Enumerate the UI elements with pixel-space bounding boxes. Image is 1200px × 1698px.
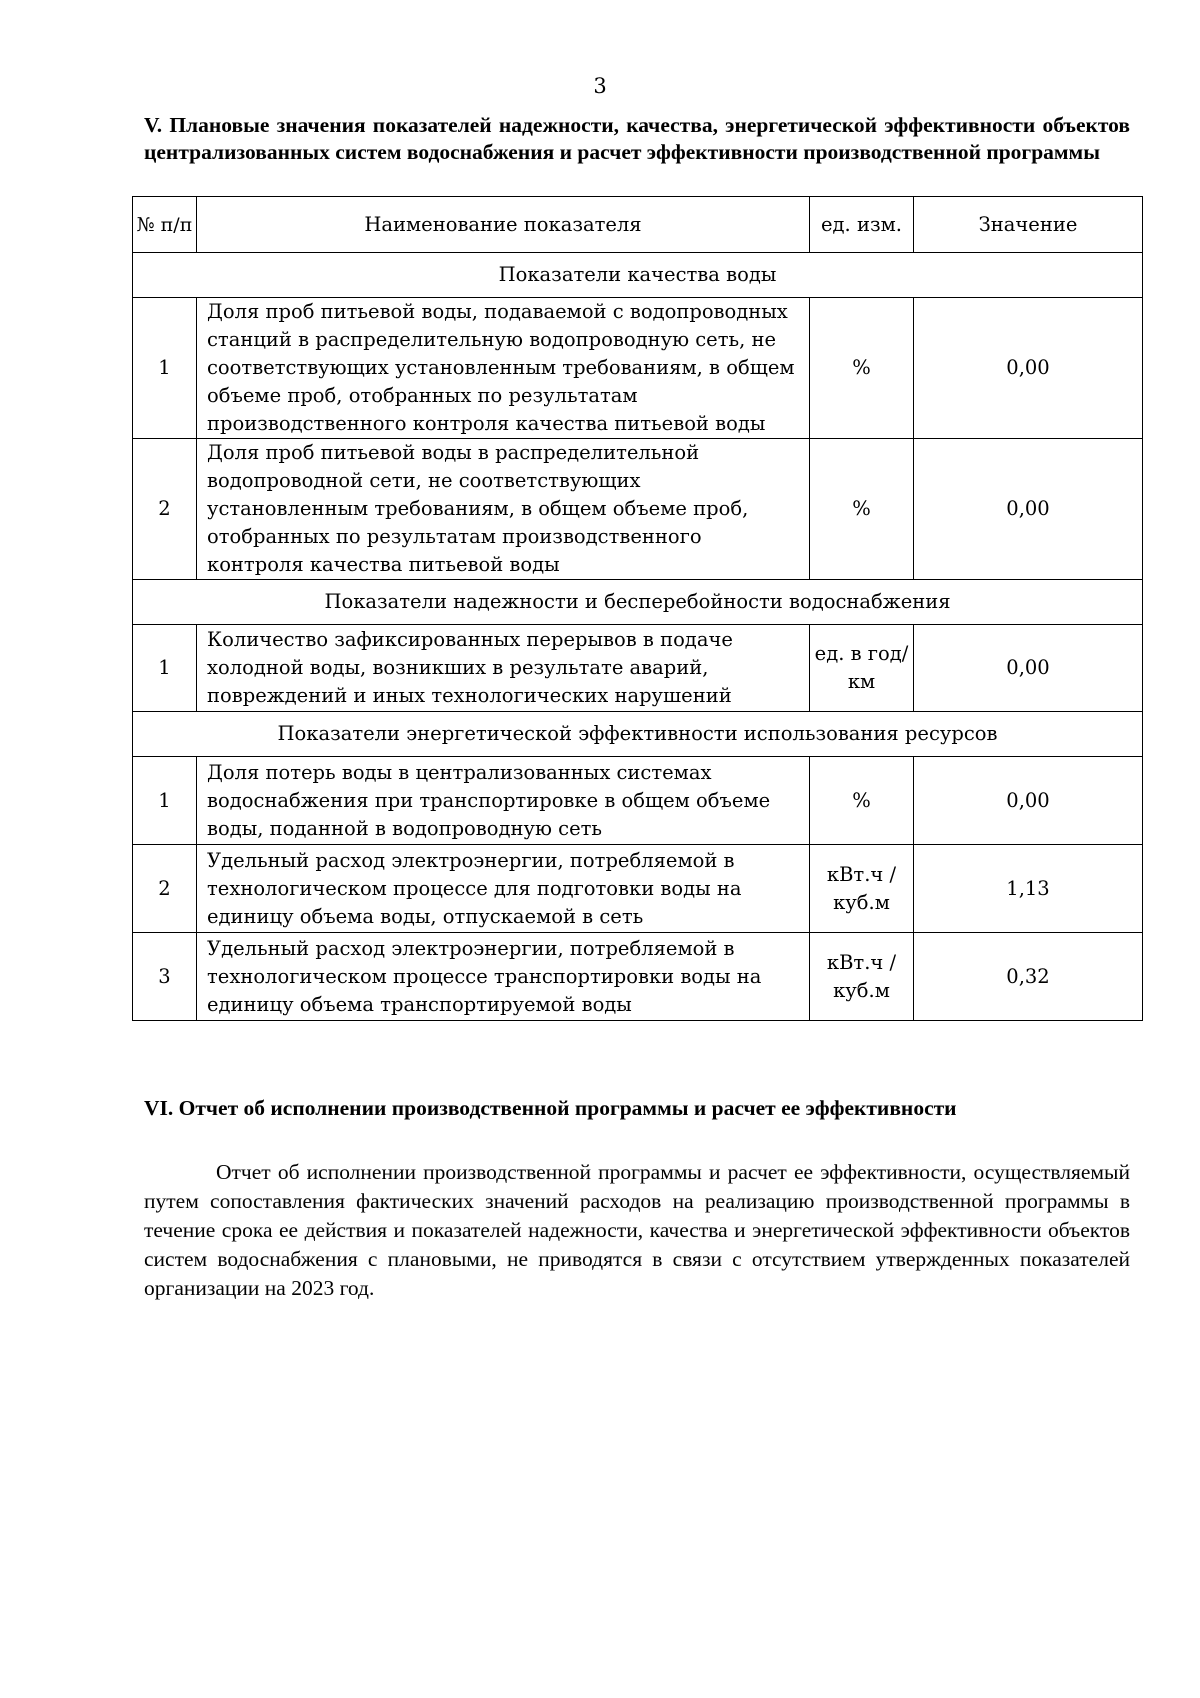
table-row (133, 439, 1143, 580)
row-num: 1 (133, 625, 197, 712)
row-name: Удельный расход электроэнергии, потребляемой в технологическом процессе транспортировки воды на единицу объема транспортируемой воды (197, 933, 810, 1021)
row-num: 1 (133, 757, 197, 845)
header-name: Наименование показателя (197, 197, 810, 253)
group-title: Показатели надежности и бесперебойности водоснабжения (133, 580, 1143, 625)
row-value: 0,32 (914, 933, 1143, 1021)
page-number: 3 (593, 74, 607, 98)
row-unit: % (810, 298, 914, 439)
table-row (133, 933, 1143, 1021)
row-num: 1 (133, 298, 197, 439)
row-num: 2 (133, 845, 197, 933)
row-name: Доля проб питьевой воды в распределительной водопроводной сети, не соответствующих установленным требованиям, в общем объеме проб, отобранных по результатам производственного контроля качества питьевой воды (197, 439, 810, 580)
group-row-water-quality (133, 253, 1143, 298)
row-name: Доля потерь воды в централизованных системах водоснабжения при транспортировке в общем объеме воды, поданной в водопроводную сеть (197, 757, 810, 845)
row-name: Удельный расход электроэнергии, потребляемой в технологическом процессе для подготовки воды на единицу объема воды, отпускаемой в сеть (197, 845, 810, 933)
header-num: № п/п (133, 197, 197, 253)
row-unit: кВт.ч / куб.м (810, 933, 914, 1021)
row-name: Количество зафиксированных перерывов в подаче холодной воды, возникших в результате аварий, повреждений и иных технологических нарушений (197, 625, 810, 712)
table-row (133, 845, 1143, 933)
indicators-table (132, 196, 1143, 1021)
header-value: Значение (914, 197, 1143, 253)
row-value: 0,00 (914, 298, 1143, 439)
row-value: 0,00 (914, 439, 1143, 580)
table-row (133, 757, 1143, 845)
row-name: Доля проб питьевой воды, подаваемой с водопроводных станций в распределительную водопроводную сеть, не соответствующих установленным требованиям, в общем объеме проб, отобранных по результатам производственного контроля качества питьевой воды (197, 298, 810, 439)
row-value: 0,00 (914, 757, 1143, 845)
table-header-row (133, 197, 1143, 253)
group-title: Показатели энергетической эффективности использования ресурсов (133, 712, 1143, 757)
row-unit: ед. в год/ км (810, 625, 914, 712)
row-unit: % (810, 439, 914, 580)
report-paragraph: Отчет об исполнении производственной программы и расчет ее эффективности, осуществляемый путем сопоставления фактических значений расходов на реализацию производственной программы в течение срока ее действия и показателей надежности, качества и энергетической эффективности объектов систем водоснабжения с плановыми, не приводятся в связи с отсутствием утвержденных показателей организации на 2023 год. (144, 1160, 1130, 1300)
row-unit: % (810, 757, 914, 845)
section-5-heading: V. Плановые значения показателей надежности, качества, энергетической эффективности объектов централизованных систем водоснабжения и расчет эффективности производственной программы (144, 113, 1130, 164)
row-value: 1,13 (914, 845, 1143, 933)
group-title: Показатели качества воды (133, 253, 1143, 298)
section-6-heading: VI. Отчет об исполнении производственной программы и расчет ее эффективности (144, 1096, 957, 1120)
group-row-energy-efficiency (133, 712, 1143, 757)
table-row (133, 298, 1143, 439)
table-row (133, 625, 1143, 712)
header-unit: ед. изм. (810, 197, 914, 253)
row-unit: кВт.ч / куб.м (810, 845, 914, 933)
row-value: 0,00 (914, 625, 1143, 712)
row-num: 2 (133, 439, 197, 580)
row-num: 3 (133, 933, 197, 1021)
group-row-reliability (133, 580, 1143, 625)
